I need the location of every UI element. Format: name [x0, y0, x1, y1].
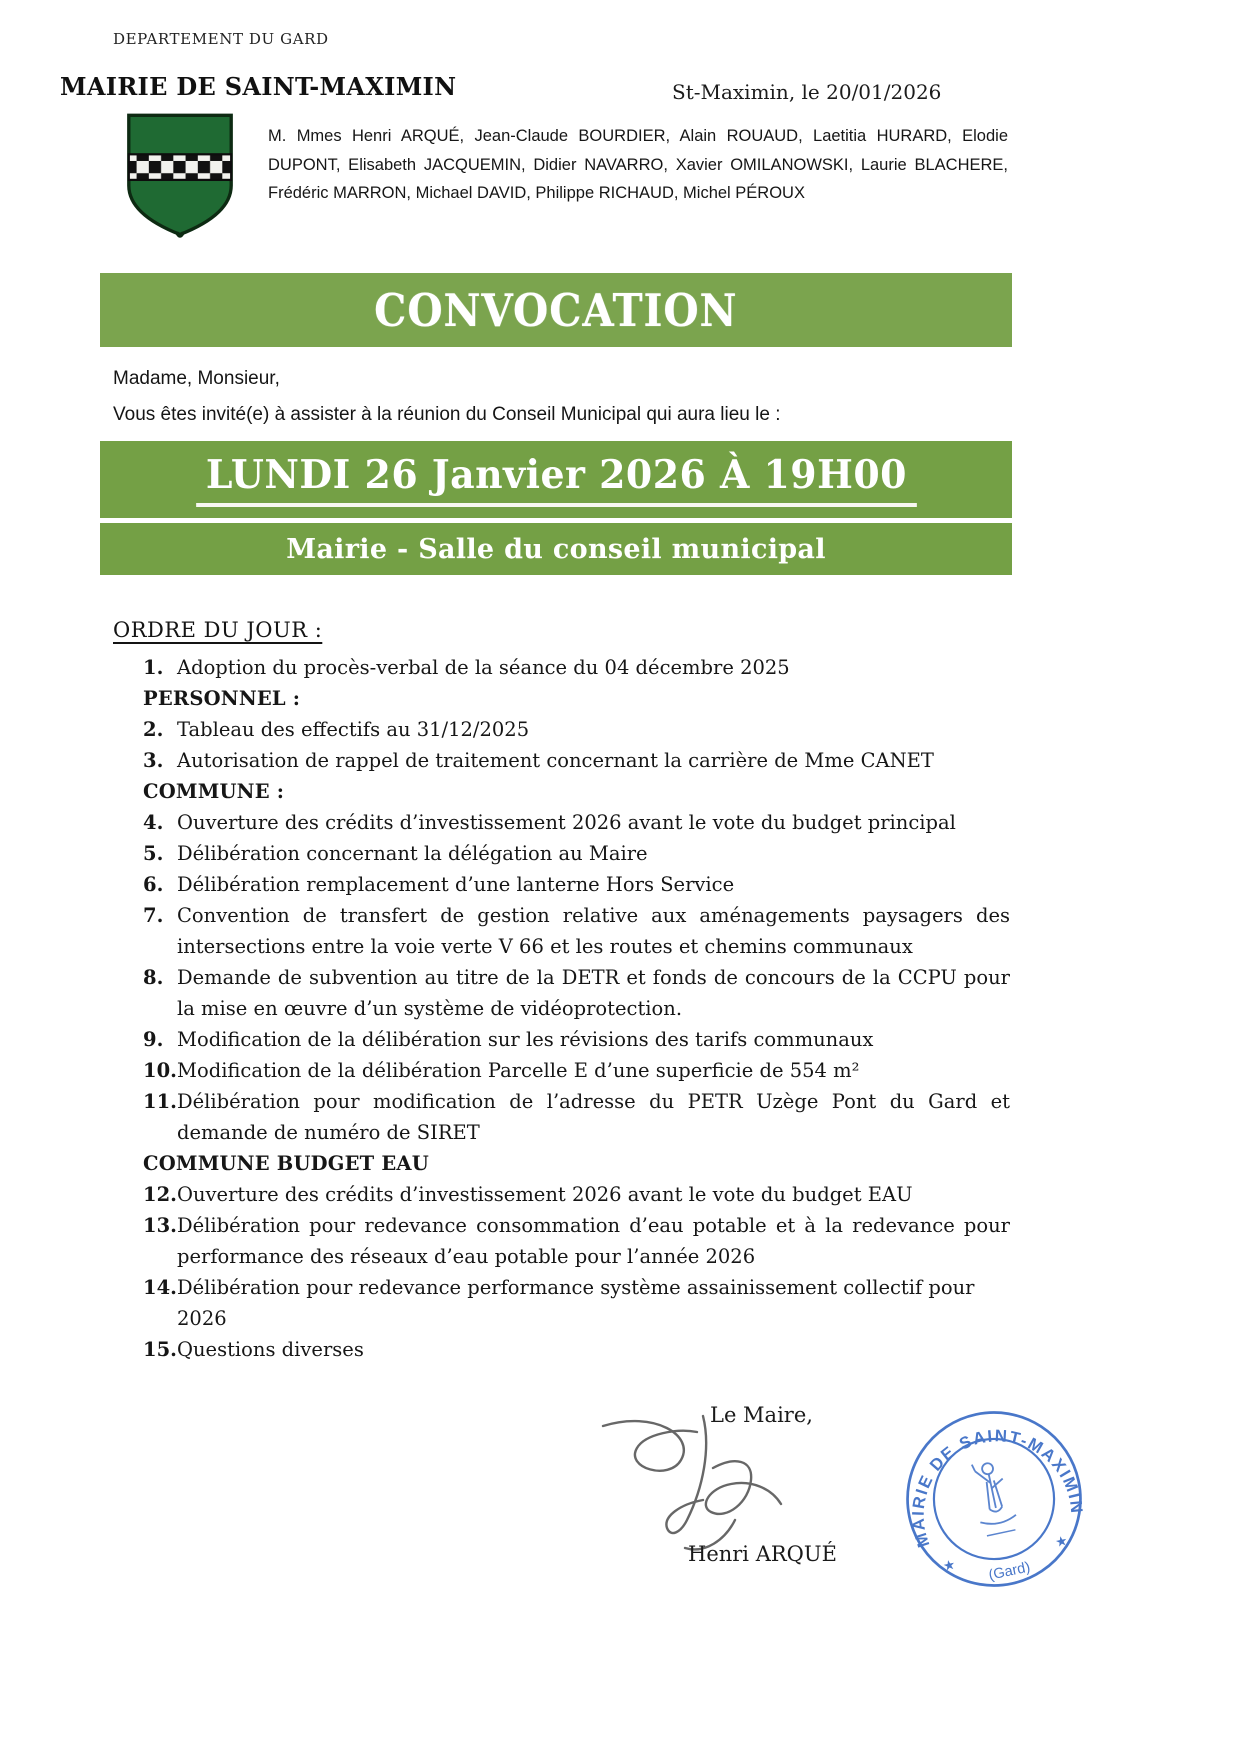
stamp-bottom-text: (Gard): [987, 1559, 1032, 1584]
agenda-item-number: 11.: [143, 1090, 177, 1113]
agenda-item-number: 1.: [143, 656, 164, 679]
agenda-item-number: 2.: [143, 718, 164, 741]
agenda-item-text: Délibération remplacement d’une lanterne Hors Service: [177, 873, 735, 896]
meeting-location: Mairie - Salle du conseil municipal: [286, 533, 826, 565]
agenda-item: [143, 1055, 1010, 1086]
agenda-item-number: 6.: [143, 873, 164, 896]
stamp-star-right: ★: [1053, 1532, 1070, 1552]
agenda-section-heading: PERSONNEL :: [143, 687, 301, 710]
agenda-item: [143, 714, 1010, 745]
invitation-line: Vous êtes invité(e) à assister à la réunion du Conseil Municipal qui aura lieu le :: [113, 404, 781, 425]
agenda-item-text: Ouverture des crédits d’investissement 2026 avant le vote du budget EAU: [177, 1183, 913, 1206]
coat-of-arms-logo: [124, 112, 236, 240]
date-line: St-Maximin, le 20/01/2026: [672, 80, 942, 104]
signer-name: Henri ARQUÉ: [688, 1542, 837, 1566]
stamp-star-left: ★: [941, 1556, 957, 1575]
agenda-item-number: 12.: [143, 1183, 177, 1206]
agenda-item: [143, 1086, 1010, 1148]
agenda-list: [143, 652, 1010, 1365]
agenda-item-number: 5.: [143, 842, 164, 865]
agenda-item: [143, 869, 1010, 900]
agenda-heading: ORDRE DU JOUR :: [113, 618, 323, 642]
agenda-item-text: Délibération pour modification de l’adresse du PETR Uzège Pont du Gard et demande de numéro de SIRET: [177, 1090, 1010, 1144]
agenda-item: [143, 1272, 1010, 1334]
agenda-item-text: Autorisation de rappel de traitement concernant la carrière de Mme CANET: [177, 749, 934, 772]
agenda-item: [143, 900, 1010, 962]
salutation-line: Madame, Monsieur,: [113, 368, 280, 389]
agenda-item: [143, 807, 1010, 838]
agenda-item: [143, 962, 1010, 1024]
agenda-item-text: Ouverture des crédits d’investissement 2026 avant le vote du budget principal: [177, 811, 956, 834]
agenda-item-text: Tableau des effectifs au 31/12/2025: [177, 718, 530, 741]
agenda-item-text: Modification de la délibération Parcelle E d’une superficie de 554 m²: [177, 1059, 860, 1082]
recipients-paragraph: M. Mmes Henri ARQUÉ, Jean-Claude BOURDIER, Alain ROUAUD, Laetitia HURARD, Elodie DUPONT, Elisabeth JACQUEMIN, Didier NAVARRO, Xavier OMILANOWSKI, Laurie BLACHERE, Frédéric MARRON, Michael DAVID, Philippe RICHAUD, Michel PÉROUX: [268, 127, 1008, 202]
agenda-item: [143, 838, 1010, 869]
agenda-item: [143, 1334, 1010, 1365]
convocation-banner: [100, 273, 1012, 347]
agenda-item-text: Adoption du procès-verbal de la séance du 04 décembre 2025: [177, 656, 790, 679]
handwritten-signature: [585, 1408, 855, 1563]
agenda-item-text: Demande de subvention au titre de la DETR et fonds de concours de la CCPU pour la mise en œuvre d’un système de vidéoprotection.: [177, 966, 1010, 1020]
agenda-item-text: Questions diverses: [177, 1338, 364, 1361]
agenda-item-number: 9.: [143, 1028, 164, 1051]
agenda-item: [143, 1179, 1010, 1210]
meeting-location-banner: [100, 523, 1012, 575]
mairie-title: MAIRIE DE SAINT-MAXIMIN: [60, 72, 457, 101]
signer-role-label: Le Maire,: [710, 1403, 813, 1427]
agenda-item-number: 7.: [143, 904, 164, 927]
agenda-item-text: Modification de la délibération sur les révisions des tarifs communaux: [177, 1028, 874, 1051]
stamp-figure: [968, 1458, 1019, 1537]
agenda-section-heading: COMMUNE :: [143, 780, 285, 803]
agenda-section-heading: COMMUNE BUDGET EAU: [143, 1152, 429, 1175]
agenda-item-number: 3.: [143, 749, 164, 772]
municipal-stamp: [886, 1391, 1102, 1607]
meeting-date-banner: [100, 441, 1012, 518]
agenda-item-text: Délibération pour redevance performance système assainissement collectif pour 2026: [177, 1276, 975, 1330]
agenda-item-number: 15.: [143, 1338, 177, 1361]
agenda-item-number: 13.: [143, 1214, 177, 1237]
meeting-datetime: LUNDI 26 Janvier 2026 À 19H00: [196, 452, 917, 507]
agenda-item-number: 10.: [143, 1059, 177, 1082]
agenda-item: [143, 745, 1010, 776]
agenda-item-text: Délibération concernant la délégation au Maire: [177, 842, 648, 865]
agenda-item: [143, 1024, 1010, 1055]
agenda-item: [143, 1210, 1010, 1272]
agenda-item-number: 14.: [143, 1276, 177, 1299]
agenda-item-text: Délibération pour redevance consommation d’eau potable et à la redevance pour performance des réseaux d’eau potable pour l’année 2026: [177, 1214, 1010, 1268]
agenda-item: [143, 652, 1010, 683]
agenda-item-text: Convention de transfert de gestion relative aux aménagements paysagers des intersections entre la voie verte V 66 et les routes et chemins communaux: [177, 904, 1010, 958]
agenda-item-number: 4.: [143, 811, 164, 834]
stamp-ring-text: MAIRIE DE SAINT-MAXIMIN: [908, 1426, 1087, 1550]
agenda-item-number: 8.: [143, 966, 164, 989]
department-label: DEPARTEMENT DU GARD: [113, 30, 329, 48]
convocation-title: CONVOCATION: [374, 283, 738, 337]
